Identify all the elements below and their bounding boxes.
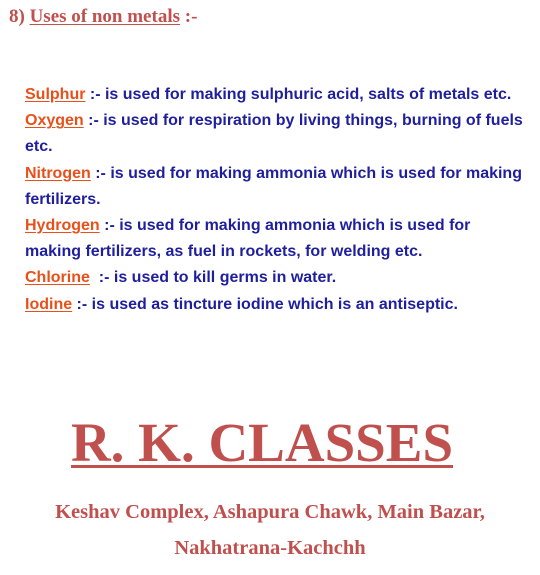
use-item-oxygen — [25, 108, 530, 160]
term-label: Hydrogen — [25, 217, 100, 235]
classes-title: R. K. CLASSES — [70, 412, 454, 473]
address-line-2: Nakhatrana-Kachchh — [174, 537, 366, 559]
use-item-chlorine — [25, 265, 530, 291]
section-number: 8) — [9, 6, 25, 27]
term-label: Oxygen — [25, 112, 84, 130]
term-label: Sulphur — [25, 86, 86, 103]
use-item-hydrogen — [25, 213, 530, 265]
section-title: Uses of non metals — [29, 6, 180, 27]
use-item-iodine — [25, 292, 530, 318]
term-label: Iodine — [25, 295, 73, 313]
use-description: :- is used for making sulphuric acid, salts of metals etc. — [85, 86, 512, 103]
address-block — [0, 494, 540, 566]
use-description: :- is used for respiration by living things, burning of fuels etc. — [25, 112, 523, 156]
uses-list — [25, 82, 530, 318]
address-line-1: Keshav Complex, Ashapura Chawk, Main Bazar, — [55, 501, 485, 523]
use-description: :- is used for making ammonia which is used for making fertilizers, as fuel in rockets, for welding etc. — [25, 217, 471, 261]
term-label: Nitrogen — [25, 164, 91, 182]
term-label: Chlorine — [25, 269, 90, 287]
use-description: :- is used to kill germs in water. — [89, 269, 337, 287]
section-heading — [9, 6, 197, 28]
use-description: :- is used for making ammonia which is used for making fertilizers. — [25, 164, 522, 208]
section-title-suffix: :- — [184, 6, 198, 27]
use-description: :- is used as tincture iodine which is an antiseptic. — [72, 295, 458, 313]
use-item-nitrogen — [25, 161, 530, 213]
use-item-sulphur — [25, 82, 530, 108]
